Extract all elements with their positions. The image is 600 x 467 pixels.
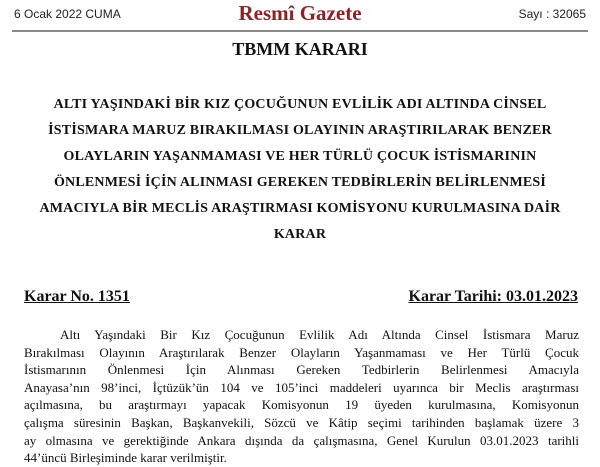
header-divider — [12, 30, 588, 32]
heading-line: AMACIYLA BİR MECLİS ARAŞTIRMASI KOMİSYONU KURULMASINA DAİR — [39, 201, 561, 216]
body-line: Anayasa’nın 98’inci, İçtüzük’ün 104 ve 105’inci maddeleri uyarınca bir Meclis araştırması — [24, 379, 579, 395]
heading-line: KARAR — [273, 227, 327, 242]
decision-heading — [30, 92, 570, 248]
decision-body — [24, 326, 579, 467]
body-line: İstismarının Önlenmesi İçin Alınması Gereken Tedbirlerin Belirlenmesi Amacıyla — [24, 362, 579, 378]
section-title: TBMM KARARI — [232, 39, 368, 59]
body-line: 44’üncü Birleşiminde karar verilmiştir. — [24, 450, 227, 466]
body-line: ay olmasına ve gerektiğinde Ankara dışında da çalışmasına, Genel Kurulun 03.01.2023 tarihli — [24, 432, 579, 448]
gazette-header — [0, 0, 600, 32]
heading-line: OLAYLARIN YAŞANMAMASI VE HER TÜRLÜ ÇOCUK İSTİSMARININ — [63, 149, 537, 164]
issue-date: 6 Ocak 2022 CUMA — [14, 7, 121, 21]
gazette-logo: Resmî Gazete — [238, 1, 362, 25]
heading-line: ALTI YAŞINDAKİ BİR KIZ ÇOCUĞUNUN EVLİLİK ADI ALTINDA CİNSEL — [53, 97, 547, 112]
body-line: Altı Yaşındaki Bir Kız Çocuğunun Evlilik Adı Altında Cinsel İstismara Maruz — [60, 327, 579, 342]
body-line: açılmasına, bu araştırmayı yapacak Komisyonun 19 üyeden kurulmasına, Komisyonun — [24, 397, 579, 413]
issue-number: Sayı : 32065 — [518, 7, 586, 21]
body-line: çalışma süresinin Başkan, Başkanvekili, Sözcü ve Kâtip seçimi tarihinden başlamak üzere 3 — [24, 414, 579, 430]
body-line: Bırakılması Olayının Araştırılarak Benzer Olayların Yaşanmaması ve Her Türlü Çocuk — [24, 344, 579, 360]
decision-number: Karar No. 1351 — [24, 288, 130, 305]
heading-line: ÖNLENMESİ İÇİN ALINMASI GEREKEN TEDBİRLERİN BELİRLENMESİ — [53, 175, 547, 190]
decision-date: Karar Tarihi: 03.01.2023 — [408, 288, 578, 305]
heading-line: İSTİSMARA MARUZ BIRAKILMASI OLAYININ ARAŞTIRILARAK BENZER — [48, 123, 552, 138]
